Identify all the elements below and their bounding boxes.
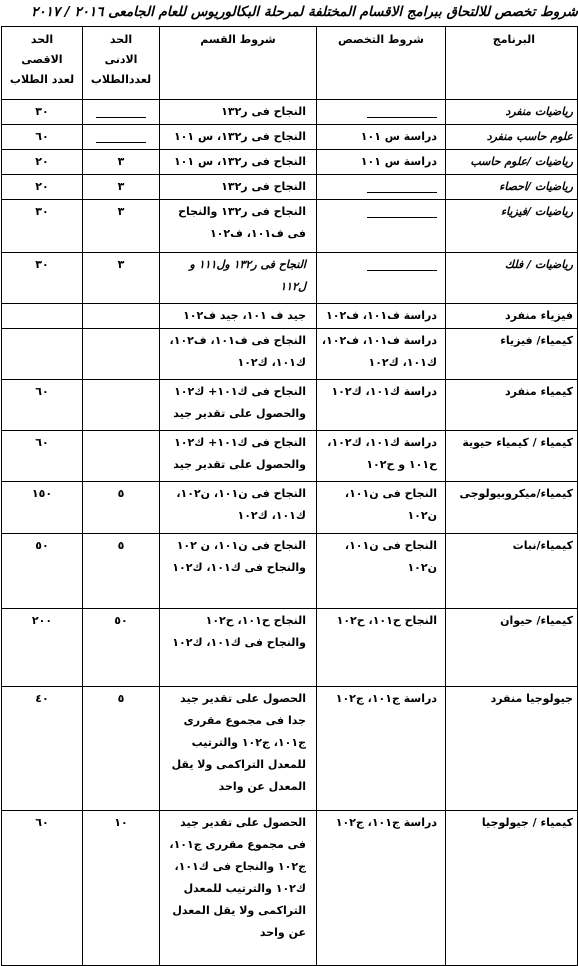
major-conditions: دراسة س ١٠١ <box>317 150 446 175</box>
min-students: ٣ <box>83 175 160 200</box>
max-students: ٣٠ <box>2 200 83 253</box>
program-name: جيولوجيا منفرد <box>446 687 578 811</box>
program-name: كيمياء / جيولوجيا <box>446 811 578 966</box>
table-row <box>2 811 578 966</box>
table-row <box>2 253 578 304</box>
header-max-line1: الحد <box>30 33 54 46</box>
table-row <box>2 200 578 253</box>
program-name: كيمياء/ حيوان <box>446 609 578 687</box>
table-row <box>2 304 578 329</box>
dept-conditions: النجاح ح١٠١، ح١٠٢ والنجاح فى ك١٠١، ك١٠٢ <box>160 609 317 687</box>
program-name: رياضيات /علوم حاسب <box>446 150 578 175</box>
major-conditions: دراسة ك١٠١، ك١٠٢ <box>317 380 446 431</box>
min-students: ٣ <box>83 200 160 253</box>
major-conditions: دراسة ج١٠١، ج١٠٢ <box>317 687 446 811</box>
header-max-line2: الاقصى <box>21 53 63 66</box>
max-students: ١٥٠ <box>2 482 83 534</box>
header-major-conditions: شروط التخصص <box>317 27 446 100</box>
max-students: ٦٠ <box>2 811 83 966</box>
header-max-line3: لعدد الطلاب <box>9 73 75 86</box>
header-row <box>2 27 578 100</box>
major-conditions: النجاح ح١٠١، ح١٠٢ <box>317 609 446 687</box>
dept-conditions: النجاح فى ن١٠١، ن١٠٢، ك١٠١، ك١٠٢ <box>160 482 317 534</box>
requirements-table <box>1 26 578 966</box>
program-name: كيمياء/نبات <box>446 534 578 609</box>
table-row <box>2 534 578 609</box>
major-conditions: النجاح فى ن١٠١، ن١٠٢ <box>317 482 446 534</box>
min-students: ٥ <box>83 687 160 811</box>
program-name: رياضيات /فيزياء <box>446 200 578 253</box>
program-name: كيمياء/ فيزياء <box>446 329 578 380</box>
dept-conditions: الحصول على تقدير جيد جدا فى مجموع مقررى ج١٠١، ج١٠٢ والترتيب للمعدل التراكمى ولا يقل المعدل عن واحد <box>160 687 317 811</box>
max-students <box>2 329 83 380</box>
program-name: كيمياء منفرد <box>446 380 578 431</box>
major-conditions: دراسة س ١٠١ <box>317 125 446 150</box>
dept-conditions: النجاح فى ف١٠١، ف١٠٢، ك١٠١، ك١٠٢ <box>160 329 317 380</box>
min-students <box>83 125 160 150</box>
dept-conditions: النجاح فى ك١٠١+ ك١٠٢ والحصول على تقدير جيد <box>160 431 317 482</box>
header-min-line1: الحد <box>109 33 133 46</box>
min-students <box>83 431 160 482</box>
empty-dash <box>367 260 437 271</box>
max-students: ٢٠٠ <box>2 609 83 687</box>
empty-dash <box>367 207 437 218</box>
dept-conditions: النجاح فى ك١٠١+ ك١٠٢ والحصول على تقدير جيد <box>160 380 317 431</box>
max-students <box>2 304 83 329</box>
table-row <box>2 380 578 431</box>
header-dept-conditions: شروط القسم <box>160 27 317 100</box>
empty-dash <box>96 107 146 118</box>
dept-conditions: النجاح فى ر١٣٢ <box>160 175 317 200</box>
dept-conditions: الحصول على تقدير جيد فى مجموع مقررى ج١٠١، ج١٠٢ والنجاح فى ك١٠١، ك١٠٢ والترتيب للمعدل التراكمى ولا يقل المعدل عن واحد <box>160 811 317 966</box>
program-name: علوم حاسب منفرد <box>446 125 578 150</box>
empty-dash <box>367 107 437 118</box>
dept-conditions: النجاح فى ر١٣٢ <box>160 100 317 125</box>
header-max-students <box>2 27 83 100</box>
min-students: ٥ <box>83 534 160 609</box>
max-students: ٤٠ <box>2 687 83 811</box>
max-students: ٦٠ <box>2 380 83 431</box>
dept-conditions: النجاح فى ر١٣٢ والنجاح فى ف١٠١، ف١٠٢ <box>160 200 317 253</box>
min-students <box>83 304 160 329</box>
table-row <box>2 125 578 150</box>
max-students: ٢٠ <box>2 175 83 200</box>
header-program: البرنامج <box>446 27 578 100</box>
min-students: ٣ <box>83 253 160 304</box>
program-name: فيزياء منفرد <box>446 304 578 329</box>
empty-dash <box>367 182 437 193</box>
table-row <box>2 175 578 200</box>
dept-conditions: النجاح فى ر١٣٢، س ١٠١ <box>160 125 317 150</box>
min-students: ٥ <box>83 482 160 534</box>
major-conditions: دراسة ف١٠١، ف١٠٢، ك١٠١، ك١٠٢ <box>317 329 446 380</box>
header-min-line2: الادنى <box>104 53 138 66</box>
program-name: كيمياء / كيمياء حيوية <box>446 431 578 482</box>
table-row <box>2 482 578 534</box>
max-students: ٢٠ <box>2 150 83 175</box>
program-name: رياضيات منفرد <box>446 100 578 125</box>
major-conditions <box>317 175 446 200</box>
max-students: ٣٠ <box>2 100 83 125</box>
min-students: ٣ <box>83 150 160 175</box>
empty-dash <box>96 132 146 143</box>
table-row <box>2 609 578 687</box>
min-students <box>83 380 160 431</box>
table-row <box>2 431 578 482</box>
major-conditions <box>317 253 446 304</box>
max-students: ٦٠ <box>2 125 83 150</box>
max-students: ٣٠ <box>2 253 83 304</box>
table-row <box>2 329 578 380</box>
major-conditions: دراسة ف١٠١، ف١٠٢ <box>317 304 446 329</box>
major-conditions <box>317 100 446 125</box>
major-conditions <box>317 200 446 253</box>
program-name: كيمياء/ميكروبيولوجى <box>446 482 578 534</box>
min-students: ١٠ <box>83 811 160 966</box>
header-min-line3: لعددالطلاب <box>90 73 152 86</box>
table-row <box>2 687 578 811</box>
table-row <box>2 150 578 175</box>
header-min-students <box>83 27 160 100</box>
min-students <box>83 100 160 125</box>
dept-conditions: النجاح فى ر١٣٢ ول١١١ و ل١١٢ <box>160 253 317 304</box>
dept-conditions: النجاح فى ن١٠١، ن ١٠٢ والنجاح فى ك١٠١، ك١٠٢ <box>160 534 317 609</box>
major-conditions: دراسة ك١٠١، ك١٠٢، ح١٠١ و ح١٠٢ <box>317 431 446 482</box>
page-title: شروط تخصص للالتحاق ببرامج الاقسام المختلفة لمرحلة البكالوريوس للعام الجامعى ٢٠١٦ / ٢٠١٧ <box>31 4 578 20</box>
program-name: رياضيات / فلك <box>446 253 578 304</box>
table-row <box>2 100 578 125</box>
major-conditions: دراسة ج١٠١، ج١٠٢ <box>317 811 446 966</box>
max-students: ٦٠ <box>2 431 83 482</box>
program-name: رياضيات /احصاء <box>446 175 578 200</box>
dept-conditions: جيد ف ١٠١، جيد ف١٠٢ <box>160 304 317 329</box>
min-students <box>83 329 160 380</box>
min-students: ٥٠ <box>83 609 160 687</box>
max-students: ٥٠ <box>2 534 83 609</box>
major-conditions: النجاح فى ن١٠١، ن١٠٢ <box>317 534 446 609</box>
dept-conditions: النجاح فى ر١٣٢، س ١٠١ <box>160 150 317 175</box>
